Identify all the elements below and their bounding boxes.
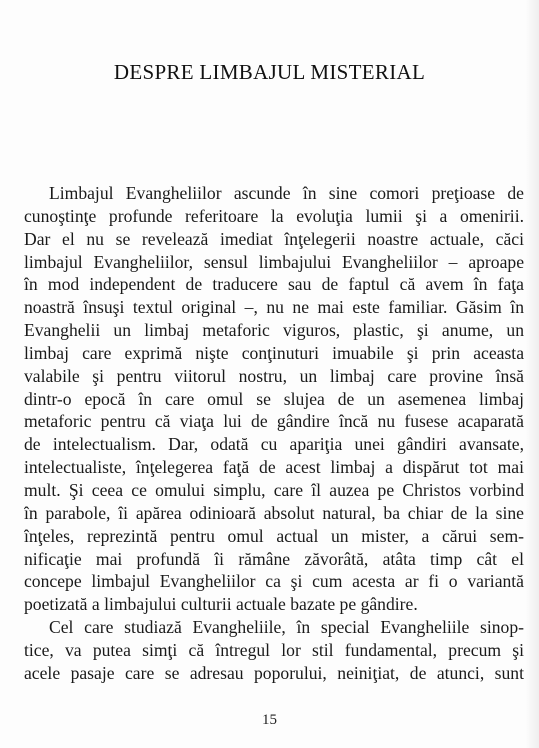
text-line: tice, va putea simţi că întregul lor stil fundamental, precum şi: [24, 639, 524, 660]
text-line: valabile şi pentru viitorul nostru, un limbaj care provine însă: [24, 365, 524, 386]
text-line: de intelectualism. Dar, odată cu apariţia unei gândiri avansate,: [24, 434, 524, 455]
text-line: nificaţie mai profundă îi rămâne zăvorâtă, atâta timp cât el: [24, 548, 524, 569]
text-line: limbajul Evangheliilor, sensul limbajului Evangheliilor – aproape: [24, 251, 524, 272]
text-line: cunoştinţe profunde referitoare la evoluţia lumii şi a omenirii.: [24, 205, 524, 226]
text-line: înţeles, reprezintă pentru omul actual un mister, a cărui sem-: [24, 525, 524, 546]
text-line: metaforic pentru că viaţa lui de gândire încă nu fusese acaparată: [24, 411, 524, 432]
text-line: poetizată a limbajului culturii actuale bazate pe gândire.: [24, 594, 418, 615]
body-text: [24, 182, 524, 685]
text-line: dintr-o epocă în care omul se slujea de un asemenea limbaj: [24, 388, 524, 409]
text-line: Dar el nu se revelează imediat înţelegerii noastre actuale, căci: [24, 228, 524, 249]
text-line: în mod independent de traducere sau de faptul că avem în faţa: [24, 274, 524, 295]
text-line: intelectualiste, înţelegerea faţă de acest limbaj a dispărut tot mai: [24, 457, 524, 478]
page-edge-shadow: [525, 0, 539, 748]
text-line: limbaj care exprimă nişte conţinuturi imuabile şi prin aceasta: [24, 342, 524, 363]
chapter-title: DESPRE LIMBAJUL MISTERIAL: [113, 60, 426, 84]
text-line: Limbajul Evangheliilor ascunde în sine comori preţioase de: [49, 183, 524, 203]
page-number: 15: [262, 712, 277, 728]
text-line: concepe limbajul Evangheliilor ca şi cum acesta ar fi o variantă: [24, 571, 524, 592]
text-line: Cel care studiază Evangheliile, în special Evangheliile sinop-: [49, 617, 524, 638]
text-line: noastră însuşi textul original –, nu ne mai este familiar. Găsim în: [24, 297, 524, 318]
text-line: în parabole, îi apărea odinioară absolut natural, ba chiar de la sine: [24, 502, 524, 523]
text-line: mult. Şi ceea ce omului simplu, care îl auzea pe Christos vorbind: [24, 479, 524, 500]
text-line: acele pasaje care se adresau poporului, neiniţiat, de atunci, sunt: [24, 662, 524, 683]
text-line: Evanghelii un limbaj metaforic viguros, plastic, şi anume, un: [24, 320, 524, 341]
